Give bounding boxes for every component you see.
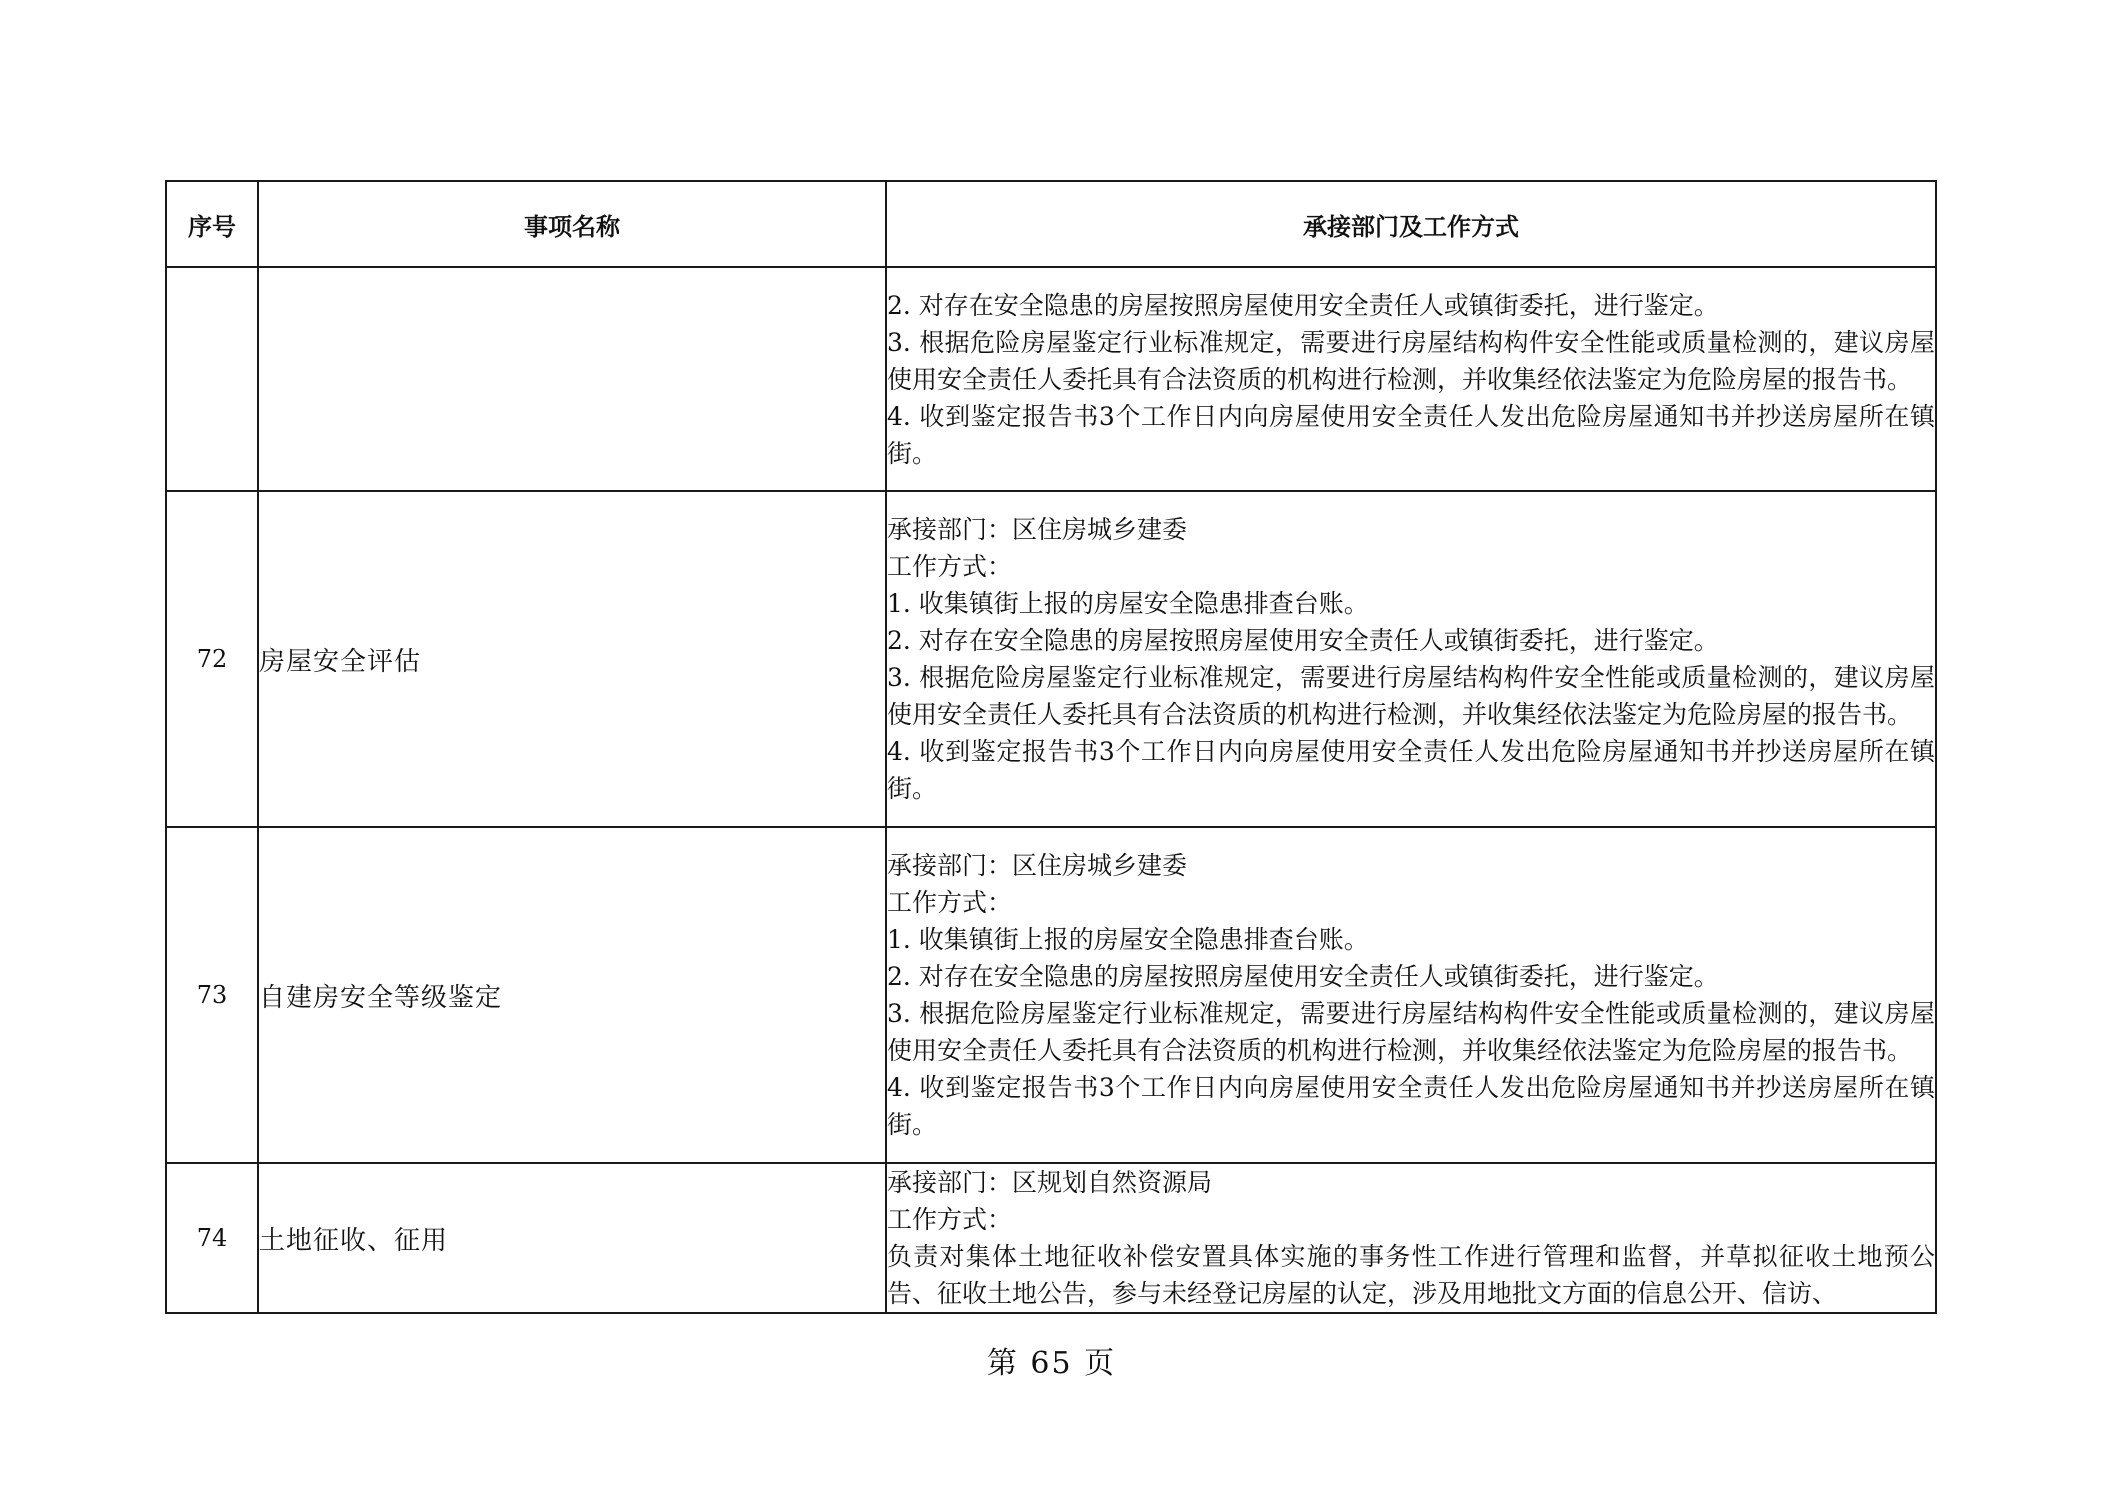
task-table [165,180,1937,1314]
method-line: 1. 收集镇街上报的房屋安全隐患排查台账。 [887,925,1369,954]
row-department-method [886,491,1936,827]
row-serial-number: 74 [166,1163,258,1313]
department-line: 承接部门：区住房城乡建委 [887,515,1188,544]
department-line: 承接部门：区住房城乡建委 [887,851,1188,880]
row-serial-number: 72 [166,491,258,827]
method-line: 3. 根据危险房屋鉴定行业标准规定，需要进行房屋结构构件安全性能或质量检测的，建议房屋使用安全责任人委托具有合法资质的机构进行检测，并收集经依法鉴定为危险房屋的报告书。 [887,999,1935,1065]
method-line: 2. 对存在安全隐患的房屋按照房屋使用安全责任人或镇街委托，进行鉴定。 [887,626,1719,655]
header-serial-number: 序号 [166,181,258,267]
method-line: 1. 收集镇街上报的房屋安全隐患排查台账。 [887,589,1369,618]
row-department-method [886,267,1936,491]
table-row [166,1163,1936,1313]
page-number: 第 65 页 [986,1346,1117,1381]
method-heading: 工作方式： [887,888,1013,917]
method-line: 2. 对存在安全隐患的房屋按照房屋使用安全责任人或镇街委托，进行鉴定。 [887,290,1719,320]
method-line: 2. 对存在安全隐患的房屋按照房屋使用安全责任人或镇街委托，进行鉴定。 [887,962,1719,991]
table-row [166,267,1936,491]
table-row [166,491,1936,827]
table-header-row [166,181,1936,267]
row-serial-number: 73 [166,827,258,1163]
method-line: 负责对集体土地征收补偿安置具体实施的事务性工作进行管理和监督，并草拟征收土地预公告、征收土地公告，参与未经登记房屋的认定，涉及用地批文方面的信息公开、信访、 [887,1242,1935,1308]
table-row [166,827,1936,1163]
row-department-method [886,827,1936,1163]
method-line: 4. 收到鉴定报告书3个工作日内向房屋使用安全责任人发出危险房屋通知书并抄送房屋所在镇街。 [887,737,1935,803]
header-item-name: 事项名称 [258,181,886,267]
row-serial-number [166,267,258,491]
method-line: 3. 根据危险房屋鉴定行业标准规定，需要进行房屋结构构件安全性能或质量检测的，建议房屋使用安全责任人委托具有合法资质的机构进行检测，并收集经依法鉴定为危险房屋的报告书。 [887,327,1935,394]
department-line: 承接部门：区规划自然资源局 [887,1168,1213,1197]
method-line: 4. 收到鉴定报告书3个工作日内向房屋使用安全责任人发出危险房屋通知书并抄送房屋所在镇街。 [887,401,1935,468]
method-line: 4. 收到鉴定报告书3个工作日内向房屋使用安全责任人发出危险房屋通知书并抄送房屋所在镇街。 [887,1073,1935,1139]
method-heading: 工作方式： [887,1205,1013,1234]
row-item-name: 房屋安全评估 [258,491,886,827]
row-item-name: 自建房安全等级鉴定 [258,827,886,1163]
row-department-method [886,1163,1936,1313]
method-line: 3. 根据危险房屋鉴定行业标准规定，需要进行房屋结构构件安全性能或质量检测的，建议房屋使用安全责任人委托具有合法资质的机构进行检测，并收集经依法鉴定为危险房屋的报告书。 [887,663,1935,729]
header-department-method: 承接部门及工作方式 [886,181,1936,267]
row-item-name: 土地征收、征用 [258,1163,886,1313]
row-item-name [258,267,886,491]
method-heading: 工作方式： [887,552,1013,581]
